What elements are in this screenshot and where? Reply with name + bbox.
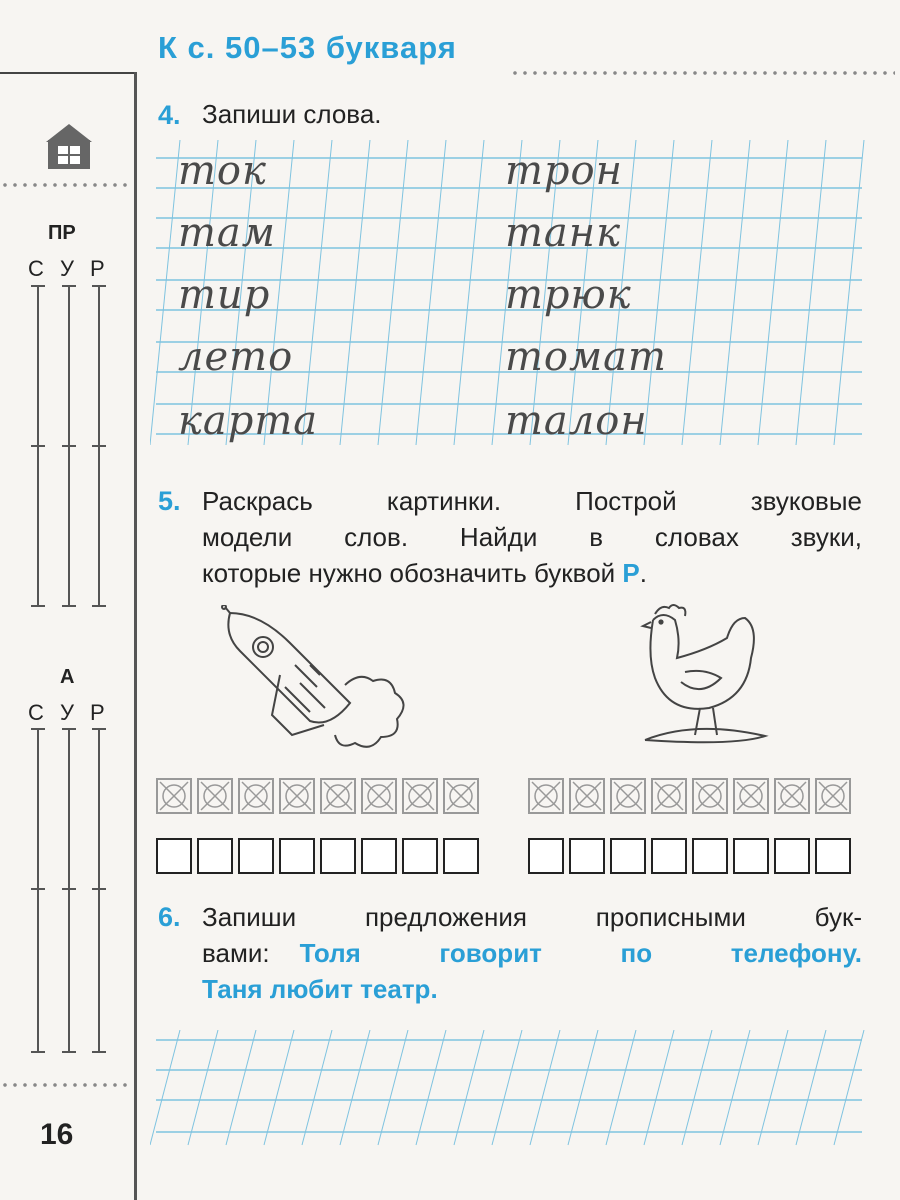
sound-hint-cell	[733, 778, 769, 814]
sound-hint-cell	[528, 778, 564, 814]
sound-hint-cell	[569, 778, 605, 814]
scale-tick	[31, 605, 45, 607]
scale-tick	[92, 445, 106, 447]
scale-tick	[31, 728, 45, 730]
word-cursive: талон	[505, 398, 648, 444]
word-cursive: тир	[178, 272, 271, 318]
sound-hint-cell	[692, 778, 728, 814]
scale-tick	[31, 1051, 45, 1053]
word-cursive: лето	[178, 334, 294, 380]
sound-hint-cell	[610, 778, 646, 814]
sound-hint-cell	[443, 778, 479, 814]
sound-model-cell[interactable]	[238, 838, 274, 874]
sound-model-cell[interactable]	[651, 838, 687, 874]
sound-model-cell[interactable]	[733, 838, 769, 874]
sound-hint-cell	[402, 778, 438, 814]
sound-hint-cell	[197, 778, 233, 814]
sound-label: С	[28, 256, 44, 281]
sound-hint-cell	[238, 778, 274, 814]
task-instruction-line: Раскрась картинки. Построй звуковые	[202, 486, 862, 516]
writing-ruling	[150, 1030, 865, 1150]
period: .	[639, 558, 647, 588]
progress-scale	[98, 728, 100, 1053]
sound-model-row	[156, 838, 486, 878]
instruction-text: которые нужно обозначить буквой	[202, 558, 616, 588]
sound-model-cell[interactable]	[610, 838, 646, 874]
sound-label: Р	[90, 700, 105, 725]
word-cursive: карта	[178, 398, 319, 444]
sidebar-divider	[0, 1082, 128, 1088]
scale-tick	[62, 605, 76, 607]
margin-line	[134, 72, 137, 1200]
scale-tick	[62, 445, 76, 447]
sound-model-cell[interactable]	[443, 838, 479, 874]
task-instruction-line: модели слов. Найди в словах звуки,	[202, 522, 862, 552]
progress-scale	[68, 728, 70, 1053]
scale-tick	[62, 285, 76, 287]
sound-hint-cell	[156, 778, 192, 814]
scale-tick	[92, 728, 106, 730]
word-cursive: там	[178, 210, 276, 256]
sound-label: Р	[90, 256, 105, 281]
scale-tick	[62, 1051, 76, 1053]
sound-model-hint-row	[156, 778, 486, 816]
word-cursive: танк	[505, 210, 622, 256]
sound-label: С	[28, 700, 44, 725]
sound-hint-cell	[815, 778, 851, 814]
word-cursive: трон	[505, 148, 623, 194]
scale-tick	[92, 285, 106, 287]
scale-tick	[62, 728, 76, 730]
house-icon	[44, 122, 94, 170]
scale-tick	[62, 888, 76, 890]
sound-label: У	[60, 256, 74, 281]
sidebar-divider	[0, 182, 128, 188]
sound-model-cell[interactable]	[197, 838, 233, 874]
hen-icon	[635, 600, 775, 750]
scale-tick	[92, 888, 106, 890]
scale-tick	[31, 445, 45, 447]
sound-hint-cell	[361, 778, 397, 814]
highlight-letter: Р	[622, 558, 640, 588]
sidebar-group2-label: А	[60, 666, 75, 688]
task-number: 6.	[158, 902, 181, 932]
sound-model-cell[interactable]	[692, 838, 728, 874]
task-number: 4.	[158, 100, 181, 130]
word-cursive: ток	[178, 148, 267, 194]
task-instruction-line: Запиши предложения прописными бук-	[202, 902, 862, 932]
sound-model-cell[interactable]	[320, 838, 356, 874]
task-instruction: Запиши слова.	[202, 99, 382, 129]
sound-model-cell[interactable]	[156, 838, 192, 874]
sound-model-cell[interactable]	[402, 838, 438, 874]
scale-tick	[31, 285, 45, 287]
sound-model-cell[interactable]	[815, 838, 851, 874]
scale-tick	[92, 605, 106, 607]
sound-model-cell[interactable]	[528, 838, 564, 874]
sound-model-row	[528, 838, 862, 878]
sidebar-group1-label: ПР	[48, 222, 76, 244]
sound-label: У	[60, 700, 74, 725]
task-instruction-line	[202, 555, 647, 591]
progress-scale	[37, 728, 39, 1053]
sound-hint-cell	[279, 778, 315, 814]
sound-model-cell[interactable]	[361, 838, 397, 874]
sound-hint-cell	[651, 778, 687, 814]
task-instruction-line	[202, 935, 862, 971]
header-divider	[0, 72, 135, 74]
sound-model-hint-row	[528, 778, 858, 816]
sound-hint-cell	[320, 778, 356, 814]
example-sentence: Таня любит театр.	[202, 974, 438, 1004]
scale-tick	[92, 1051, 106, 1053]
sentence-text: Толя говорит по телефону.	[299, 938, 862, 968]
header-dotted-line	[510, 70, 895, 76]
scale-tick	[31, 888, 45, 890]
example-sentence	[300, 935, 862, 971]
sound-model-cell[interactable]	[279, 838, 315, 874]
sound-hint-cell	[774, 778, 810, 814]
page-number: 16	[40, 1118, 74, 1151]
instruction-text: вами:	[202, 938, 270, 968]
page-title: К с. 50–53 букваря	[158, 30, 457, 65]
sound-model-cell[interactable]	[774, 838, 810, 874]
rocket-icon	[215, 605, 410, 755]
word-cursive: томат	[505, 334, 667, 380]
word-cursive: трюк	[505, 272, 632, 318]
task-number: 5.	[158, 486, 181, 516]
sound-model-cell[interactable]	[569, 838, 605, 874]
